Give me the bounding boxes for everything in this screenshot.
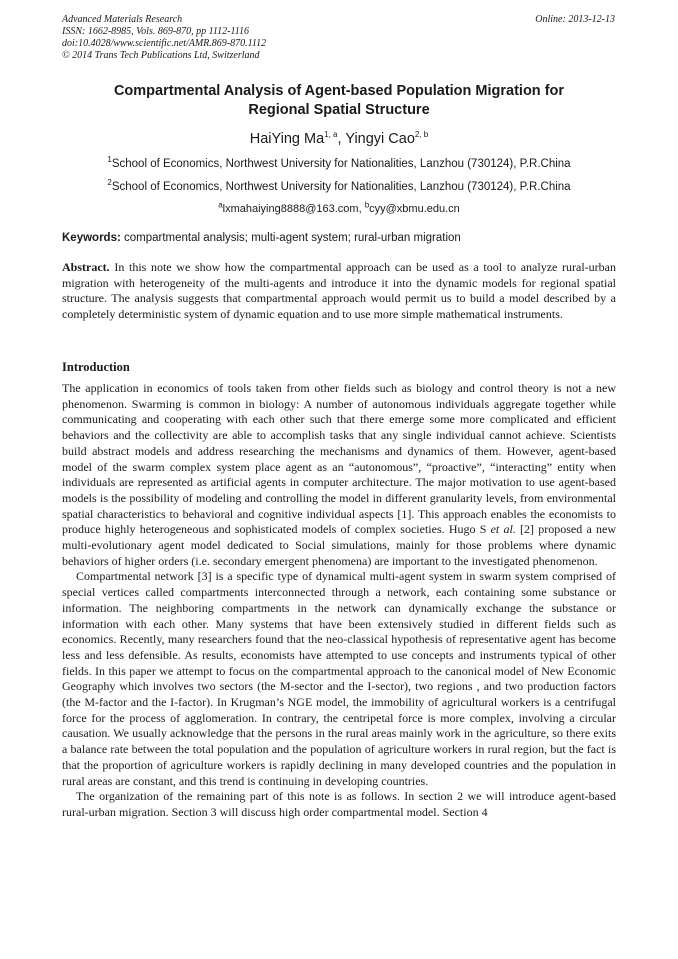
affiliation-2 bbox=[62, 180, 616, 194]
intro-paragraph-3: The organization of the remaining part of this note is as follows. In section 2 we will introduce agent-based rural-urban migration. Section 3 will discuss high order compartmental model. Section 4 bbox=[62, 789, 616, 819]
abstract-label: Abstract. bbox=[62, 260, 110, 274]
abstract-text: In this note we show how the compartmental approach can be used as a tool to analyze rural-urban migration with heterogeneity of the multi-agents and introduce it into the dynamic models for regional spatial structure. The analysis suggests that compartmental approach would permit us to build a model described by a completely deterministic system of dynamic equation and to use more simple mathematical instruments. bbox=[62, 260, 617, 322]
intro-p1-text-b: [2] proposed a new multi-evolutionary agent model dedicated to Social simulations, mainly for those problems where dynamic behaviors of higher orders (i.e. secondary emergent phenomena) are important to the investigated phenomenon. bbox=[62, 522, 616, 568]
intro-paragraph-1 bbox=[62, 381, 616, 569]
author-list bbox=[62, 130, 616, 148]
affiliation-2-text: School of Economics, Northwest University for Nationalities, Lanzhou (730124), P.R.China bbox=[111, 181, 571, 193]
affiliation-1-sup: 1 bbox=[107, 155, 112, 165]
journal-doi: doi:10.4028/www.scientific.net/AMR.869-870.1112 bbox=[62, 38, 267, 49]
journal-copyright: © 2014 Trans Tech Publications Ltd, Switzerland bbox=[62, 50, 260, 61]
affiliation-1-text: School of Economics, Northwest University for Nationalities, Lanzhou (730124), P.R.China bbox=[111, 158, 571, 170]
email-a-sup: a bbox=[218, 200, 223, 210]
author-1-sup: 1, a bbox=[324, 130, 338, 140]
keywords-text: compartmental analysis; multi-agent system; rural-urban migration bbox=[124, 232, 461, 244]
journal-header bbox=[62, 14, 266, 62]
affiliation-1 bbox=[62, 157, 616, 171]
online-date: Online: 2013-12-13 bbox=[535, 14, 615, 25]
journal-name: Advanced Materials Research bbox=[62, 14, 183, 25]
abstract bbox=[62, 260, 616, 323]
intro-p1-italic: et al. bbox=[490, 522, 516, 537]
author-separator: , bbox=[337, 131, 342, 147]
author-1-name: HaiYing Ma bbox=[249, 131, 325, 147]
keywords-label: Keywords: bbox=[62, 232, 121, 244]
email-b-sup: b bbox=[364, 200, 370, 210]
paper-title-line-1: Compartmental Analysis of Agent-based Population Migration for bbox=[113, 83, 565, 99]
introduction-body bbox=[62, 381, 616, 821]
introduction-heading: Introduction bbox=[62, 360, 130, 374]
email-a: lxmahaiying8888@163.com, bbox=[222, 203, 362, 215]
email-b: cyy@xbmu.edu.cn bbox=[369, 203, 460, 215]
author-2-sup: 2, b bbox=[414, 130, 429, 140]
keywords bbox=[62, 231, 616, 245]
affiliation-2-sup: 2 bbox=[107, 178, 112, 188]
intro-p1-text-a: The application in economics of tools taken from other fields such as biology and control theory is not a new phenomenon. Swarming is common in biology: A number of autonomous individuals aggregate together while communicating and cooperating with each other such that there emerge some more complicated and efficient behaviors and the collectivity are able to accomplish tasks that any single individual cannot achieve. Scientists build abstract models and address researching the mechanisms and dynamics of them. However, agent-based model of the swarm complex system place agent as an “autonomous”, “proactive”, “interacting” entity when individuals are represented as artificial agents in computer architecture. The major motivation to use agent-based models is the possibility of modeling and controlling the model in different granularity levels, from environmental spatial characteristics to behavioral and cognitive individual aspects [1]. This approach enables the economists to produce highly heterogeneous and sophisticated models of complex societies. Hugo S bbox=[62, 381, 616, 537]
author-emails bbox=[62, 202, 616, 216]
author-2-name: Yingyi Cao bbox=[345, 131, 415, 147]
journal-issn: ISSN: 1662-8985, Vols. 869-870, pp 1112-1116 bbox=[62, 26, 250, 37]
intro-paragraph-2: Compartmental network [3] is a specific type of dynamical multi-agent system in swarm system comprised of special vertices called compartments interconnected through a network, each containing some substance or information. The neighboring compartments in the network can dynamically exchange the substance or information with each other. Many systems that have been extensively studied in different fields such as economics. Recently, many researchers found that the neo-classical hypothesis of representative agent has become less and less defensible. As results, economists have attempted to use concepts and instruments typical of other fields. In this paper we attempt to focus on the compartmental approach to the canonical model of New Economic Geography which involves two sectors (the M-sector and the I-sector), two regions , and two production factors (the M-factor and the I-factor). In Krugman’s NGE model, the immobility of agricultural workers is a centrifugal force for the process of agglomeration. In contrary, the centripetal force is more complex, involving a circular causation. We usually acknowledge that the persons in the rural areas mainly work in the agriculture, so there exits a balance rate between the total population and the population of agriculture workers in rural region, but the fact is that the proportion of agriculture workers is rapidly declining in many developed countries and the population in rural areas are constant, and this trend is continuing in developing countries. bbox=[62, 569, 616, 788]
paper-title bbox=[62, 82, 616, 120]
paper-title-line-2: Regional Spatial Structure bbox=[248, 102, 430, 118]
